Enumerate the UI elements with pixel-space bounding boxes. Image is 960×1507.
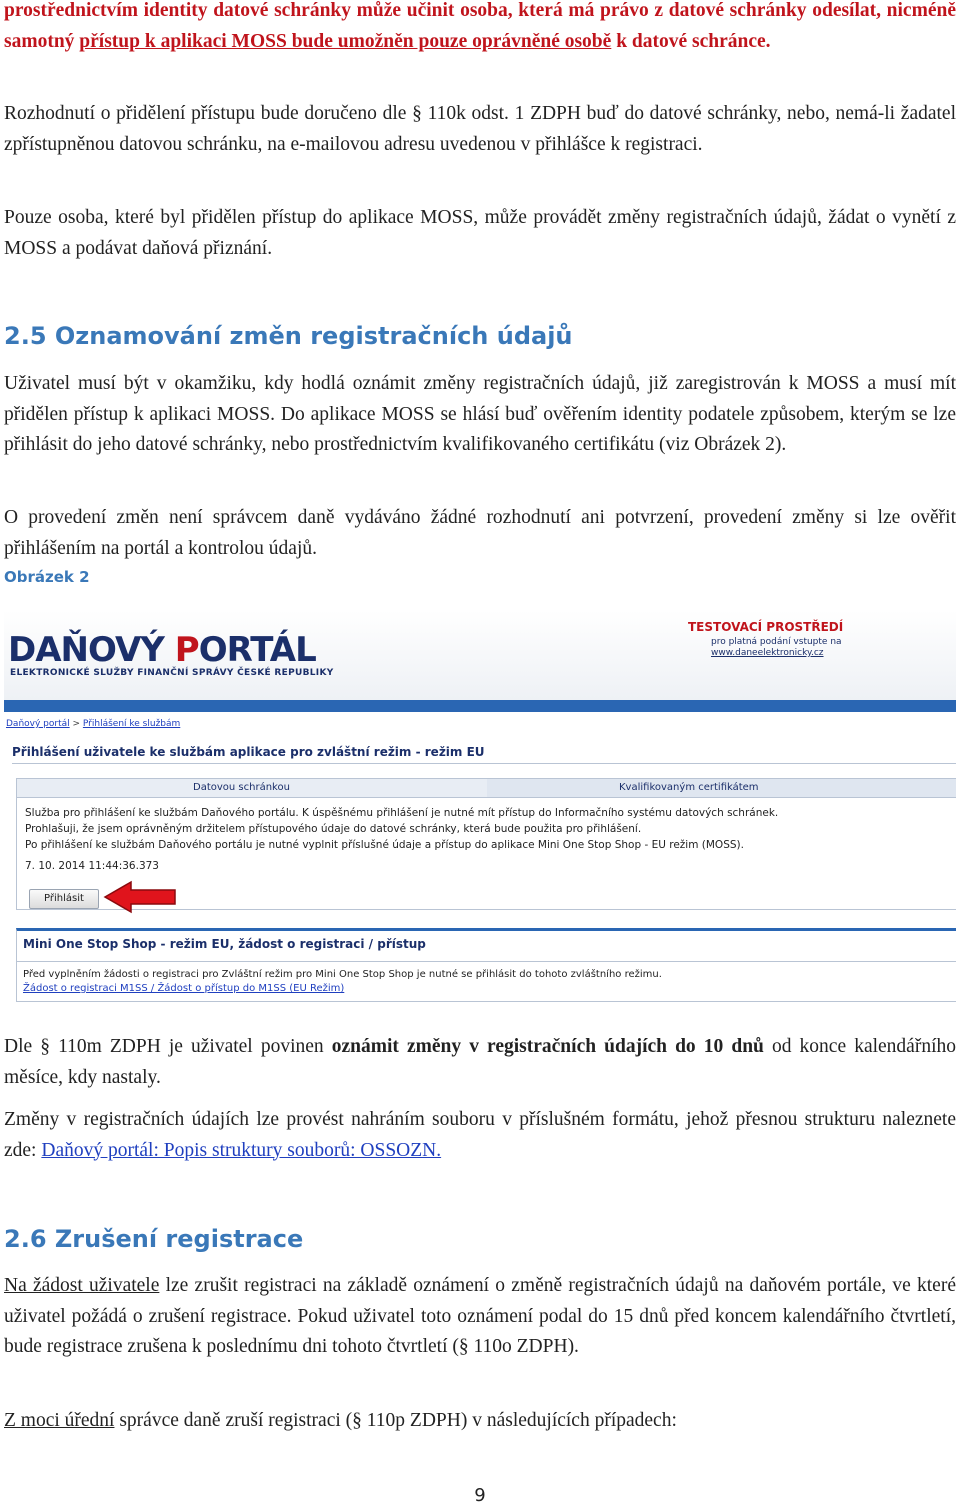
test-environment-note: pro platná podání vstupte na (711, 637, 842, 647)
tab-certificate-label: Kvalifikovaným certifikátem (619, 782, 759, 793)
breadcrumb-link-login[interactable]: Přihlášení ke službám (82, 719, 181, 729)
test-environment-title: TESTOVACÍ PROSTŘEDÍ (688, 620, 844, 634)
breadcrumb-link-portal[interactable]: Daňový portál (6, 719, 70, 729)
portal-screenshot (4, 610, 956, 1006)
notice-text-2: od konce kalendářního měsíce, kdy nastaly. (4, 1036, 956, 1088)
decision-paragraph: Rozhodnutí o přidělení přístupu bude doručeno dle § 110k odst. 1 ZDPH buď do datové schránky, nebo, nemá-li žadatel zpřístupněnou datovou schránku, na e-mailovou adresu uvedenou v přihlášce k registraci. (4, 103, 956, 155)
breadcrumb (6, 719, 180, 729)
section-2-6-heading: 2.6 Zrušení registrace (4, 1225, 304, 1253)
section-2-5-paragraph-2: O provedení změn není správcem daně vydáváno žádné rozhodnutí ani potvrzení, provedení změny si lze ověřit přihlášením na portál a kontrolou údajů. (4, 507, 956, 559)
title-divider (12, 763, 956, 764)
test-environment-link[interactable]: www.daneelektronicky.cz (711, 648, 824, 658)
tab-data-box[interactable] (17, 779, 487, 798)
page-number: 9 (474, 1485, 486, 1506)
registration-request-link[interactable]: Žádost o registraci M1SS / Žádost o přístup do M1SS (EU Režim) (23, 983, 345, 994)
notice-paragraph (4, 1032, 956, 1093)
timestamp: 7. 10. 2014 11:44:36.373 (25, 860, 159, 872)
red-arrow-icon (103, 879, 177, 915)
section-2-5-paragraph-1: Uživatel musí být v okamžiku, kdy hodlá oznámit změny registračních údajů, již zaregistrován k MOSS a musí mít přidělen přístup k aplikaci MOSS. Do aplikace MOSS se hlásí buď ověřením identity podatele způsobem, kterým se lze přihlásit do jeho datové schránky, nebo prostřednictvím kvalifikovaného certifikátu (viz Obrázek 2). (4, 373, 956, 455)
tab-data-box-label: Datovou schránkou (193, 782, 290, 793)
login-panel (16, 778, 956, 910)
logo-text-1: DAŇOVÝ (8, 630, 175, 670)
notice-text-1: Dle § 110m ZDPH je uživatel povinen (4, 1036, 332, 1057)
ex-officio-label: Z moci úřední (4, 1410, 115, 1431)
login-title: Přihlášení uživatele ke službám aplikace pro zvláštní režim - režim EU (12, 745, 485, 759)
section-2-6-paragraph-1 (4, 1271, 956, 1363)
login-info-line-2: Prohlašuji, že jsem oprávněným držitelem přístupového údaje do datové schránky, která bude použita pro přihlášení. (25, 823, 642, 835)
registration-panel-description: Před vyplněním žádosti o registraci pro Zvláštní režim pro Mini One Stop Shop je nutné se přihlásit do tohoto zvláštního režimu. (23, 969, 662, 980)
cancel-on-request-label: Na žádost uživatele (4, 1275, 160, 1296)
logo-subtitle: ELEKTRONICKÉ SLUŽBY FINANČNÍ SPRÁVY ČESKÉ REPUBLIKY (10, 668, 334, 678)
structure-description-link[interactable]: Daňový portál: Popis struktury souborů: OSSOZN. (41, 1139, 442, 1161)
intro-text-2: k datové schránce. (611, 30, 771, 52)
tab-certificate[interactable] (487, 779, 956, 798)
registration-panel-title: Mini One Stop Shop - režim EU, žádost o registraci / přístup (23, 937, 426, 951)
changes-paragraph (4, 1105, 956, 1166)
registration-panel (16, 928, 956, 1002)
login-title-bar (4, 742, 956, 764)
section-2-6-text-1: lze zrušit registraci na základě oznámení o změně registračních údajů na daňovém portále, ve které uživatel požádá o zrušení registrace. Pokud uživatel toto oznámení podal do 15 dnů před koncem kalendářního čtvrtletí, bude registrace zrušena k poslednímu dni tohoto čtvrtletí (§ 110o ZDPH). (4, 1275, 956, 1357)
portal-banner (4, 610, 956, 701)
login-info-line-3: Po přihlášení ke službám Daňového portálu je nutné vyplnit příslušné údaje a přístup do aplikace Mini One Stop Shop - EU režim (MOSS). (25, 839, 744, 851)
section-2-6-text-2: správce daně zruší registraci (§ 110p ZDPH) v následujících případech: (114, 1410, 677, 1431)
registration-panel-divider (17, 961, 956, 962)
breadcrumb-separator: > (69, 719, 83, 729)
intro-text-underlined: přístup k aplikaci MOSS bude umožněn pouze oprávněné osobě (79, 30, 612, 52)
section-2-5-heading: 2.5 Oznamování změn registračních údajů (4, 322, 573, 350)
portal-nav-bar (4, 700, 956, 712)
changes-text: Změny v registračních údajích lze provést nahráním souboru v příslušném formátu, jehož přesnou strukturu naleznete zde: (4, 1109, 956, 1161)
portal-logo (8, 630, 316, 670)
notice-text-bold: oznámit změny v registračních údajích do 10 dnů (331, 1036, 764, 1057)
access-paragraph: Pouze osoba, které byl přidělen přístup do aplikace MOSS, může provádět změny registračních údajů, žádat o vynětí z MOSS a podávat daňová přiznání. (4, 207, 956, 259)
login-info-line-1: Služba pro přihlášení ke službám Daňového portálu. K úspěšnému přihlášení je nutné mít přístup do Informačního systému datových schránek. (25, 807, 779, 819)
section-2-6-paragraph-2 (4, 1406, 956, 1437)
logo-text-3: ORTÁL (198, 630, 316, 670)
intro-text-1: prostřednictvím identity datové schránky může učinit osoba, která má právo z datové schránky odesílat, nicméně samotný (4, 0, 956, 52)
intro-paragraph (4, 0, 956, 57)
figure-caption: Obrázek 2 (4, 568, 90, 586)
logo-text-2: P (174, 630, 199, 670)
login-button[interactable]: Přihlásit (29, 889, 99, 909)
